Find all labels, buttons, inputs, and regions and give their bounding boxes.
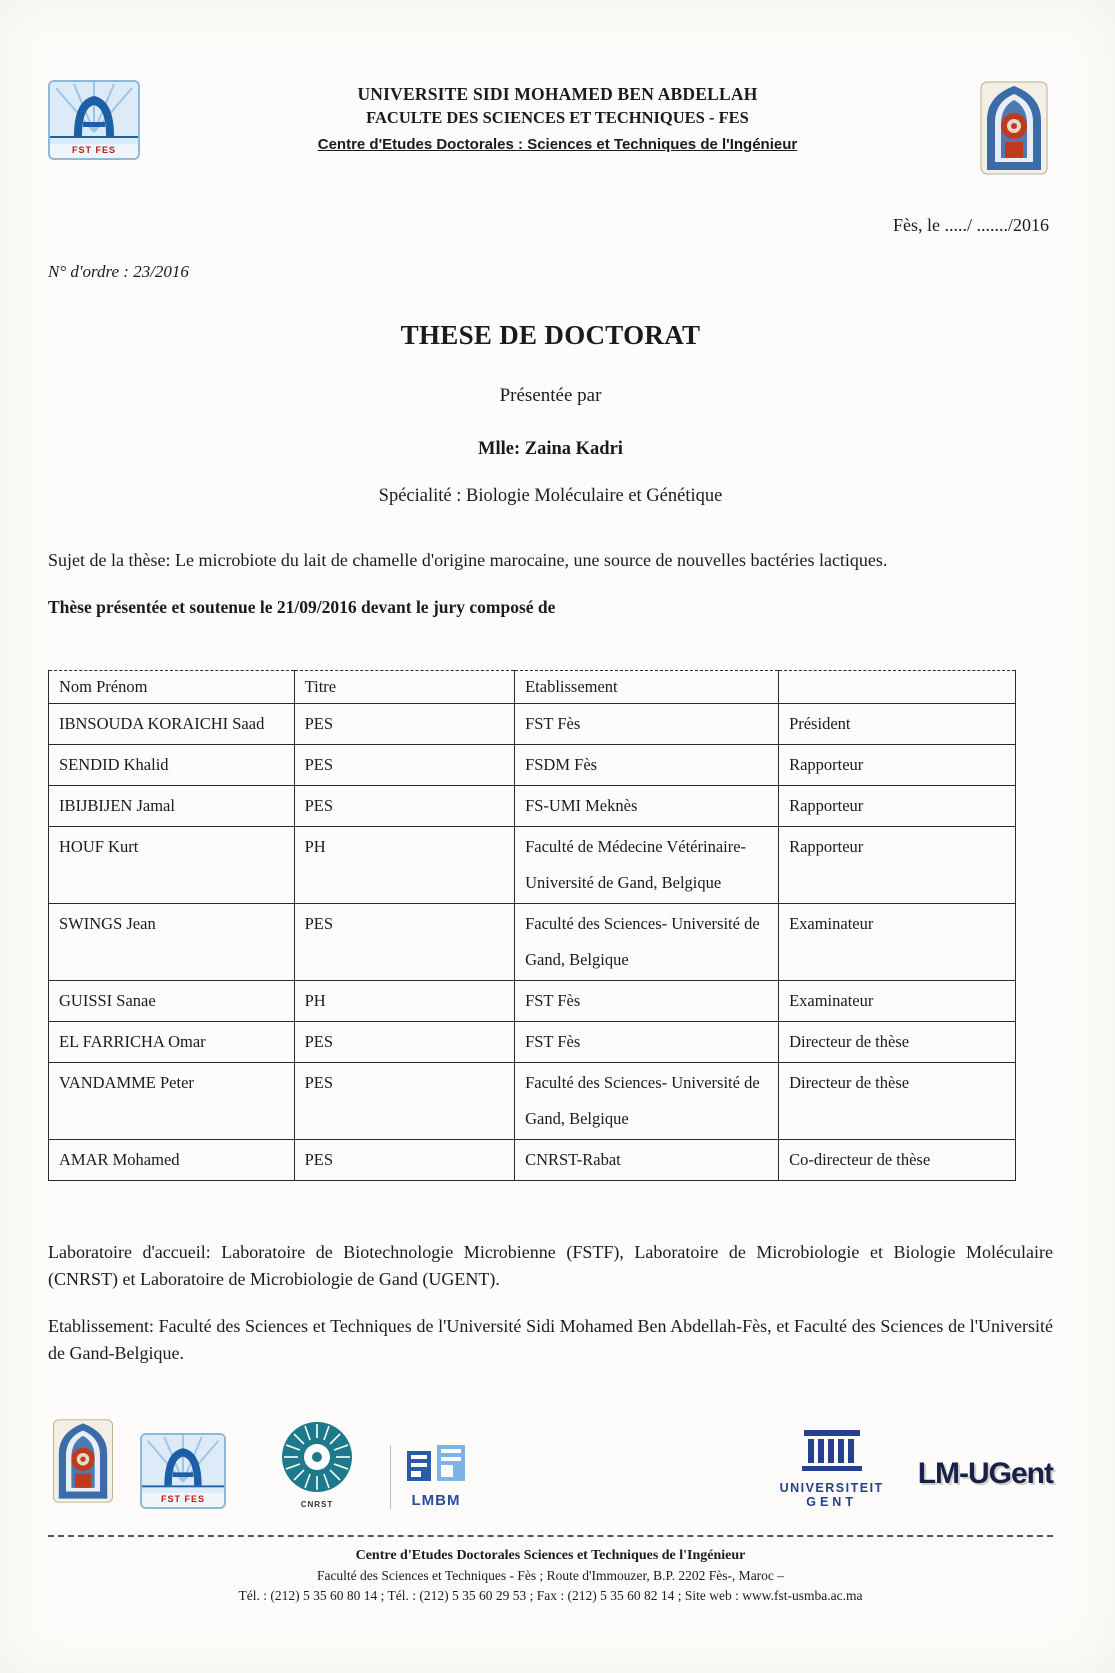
jury-cell-name: EL FARRICHA Omar [49,1022,295,1063]
jury-row [49,1063,1016,1140]
footer-contacts: Tél. : (212) 5 35 60 80 14 ; Tél. : (212) 5 35 60 29 53 ; Fax : (212) 5 35 60 82 14 ; Site web : www.fst-usmba.ac.ma [238,1588,863,1604]
footer-divider [48,1535,1053,1537]
jury-cell-title: PES [294,1140,514,1181]
fst-arch-icon [142,1435,224,1493]
jury-row [49,827,1016,904]
presented-by: Présentée par [499,385,602,406]
university-name: UNIVERSITE SIDI MOHAMED BEN ABDELLAH [357,84,758,104]
footer-logos [48,1413,1053,1509]
universiteit-gent-logo [780,1428,884,1509]
jury-cell-name: VANDAMME Peter [49,1063,295,1140]
lmbm-logo-label: LMBM [411,1492,461,1510]
candidate-name: Mlle: Zaina Kadri [478,439,623,459]
cnrst-logo [280,1420,354,1509]
gent-logo-label-line2: GENT [806,1495,857,1510]
jury-cell-role: Examinateur [779,904,1016,981]
fst-fes-logo [48,80,140,160]
jury-row [49,786,1016,827]
jury-row [49,904,1016,981]
jury-row [49,1022,1016,1063]
jury-cell-institution: Faculté des Sciences- Université de Gand, Belgique [515,904,779,981]
jury-cell-name: SWINGS Jean [49,904,295,981]
jury-header-role [779,671,1016,704]
jury-row [49,745,1016,786]
jury-row [49,704,1016,745]
jury-cell-institution: FST Fès [515,704,779,745]
jury-header-name: Nom Prénom [49,671,295,704]
jury-cell-name: GUISSI Sanae [49,981,295,1022]
jury-cell-role: Rapporteur [779,827,1016,904]
jury-cell-role: Rapporteur [779,786,1016,827]
jury-cell-title: PH [294,981,514,1022]
usmba-emblem-logo [975,80,1053,181]
host-laboratories: Laboratoire d'accueil: Laboratoire de Biotechnologie Microbienne (FSTF), Laboratoire de Microbiologie et Biologie Moléculaire (CNRST) et Laboratoire de Microbiologie de Gand (UGENT). [48,1242,1053,1290]
fst-logo-label: FST FES [160,1494,205,1505]
cnrst-logo-label: CNRST [300,1500,334,1510]
jury-cell-institution: FSDM Fès [515,745,779,786]
jury-cell-name: HOUF Kurt [49,827,295,904]
defense-line: Thèse présentée et soutenue le 21/09/2016 devant le jury composé de [48,597,556,618]
jury-cell-role: Directeur de thèse [779,1022,1016,1063]
jury-cell-name: IBNSOUDA KORAICHI Saad [49,704,295,745]
fst-arch-icon [50,82,138,144]
jury-cell-name: SENDID Khalid [49,745,295,786]
footer-text [48,1545,1053,1607]
lmbm-glyph-icon [405,1445,467,1490]
footer-address: Faculté des Sciences et Techniques - Fès ; Route d'Immouzer, B.P. 2202 Fès-, Maroc – [316,1568,785,1584]
jury-header-row [49,671,1016,704]
page-header [48,80,1053,181]
jury-header-title: Titre [294,671,514,704]
lm-ugent-logo-text: LM-UGent [917,1457,1053,1491]
jury-cell-title: PES [294,1063,514,1140]
header-titles [140,80,975,153]
date-line: Fès, le ...../ ......./2016 [893,215,1049,235]
jury-table-body [49,704,1016,1181]
jury-row [49,1140,1016,1181]
jury-cell-institution: Faculté des Sciences- Université de Gand, Belgique [515,1063,779,1140]
faculty-name: FACULTE DES SCIENCES ET TECHNIQUES - FES [366,108,749,127]
jury-cell-title: PES [294,904,514,981]
gent-building-icon [786,1428,878,1479]
jury-cell-title: PES [294,745,514,786]
usmba-emblem-icon [48,1418,118,1509]
jury-cell-role: Directeur de thèse [779,1063,1016,1140]
usmba-emblem-icon [975,163,1053,180]
jury-cell-institution: FST Fès [515,981,779,1022]
jury-cell-name: IBIJBIJEN Jamal [49,786,295,827]
usmba-emblem-logo-footer [48,1418,118,1509]
fst-fes-logo-footer [140,1433,226,1509]
footer-center-name: Centre d'Etudes Doctorales Sciences et Techniques de l'Ingénieur [355,1548,746,1564]
fst-logo-label: FST FES [71,145,116,155]
thesis-subject: Sujet de la thèse: Le microbiote du lait de chamelle d'origine marocaine, une source de nouvelles bactéries lactiques. [48,550,888,570]
jury-cell-institution: FS-UMI Meknès [515,786,779,827]
cnrst-starburst-icon [280,1420,354,1499]
jury-cell-title: PES [294,1022,514,1063]
gent-logo-label-line1: UNIVERSITEIT [779,1481,884,1496]
jury-cell-title: PH [294,827,514,904]
jury-cell-title: PES [294,704,514,745]
jury-cell-role: Rapporteur [779,745,1016,786]
order-number: N° d'ordre : 23/2016 [48,262,189,281]
jury-table [48,670,1016,1181]
jury-cell-title: PES [294,786,514,827]
lmbm-logo [390,1445,467,1509]
doctoral-center-name: Centre d'Etudes Doctorales : Sciences et Techniques de l'Ingénieur [317,136,798,153]
jury-cell-role: Président [779,704,1016,745]
jury-cell-role: Co-directeur de thèse [779,1140,1016,1181]
specialty: Spécialité : Biologie Moléculaire et Génétique [378,486,723,506]
thesis-title: THESE DE DOCTORAT [400,320,701,350]
jury-row [49,981,1016,1022]
jury-header-institution: Etablissement [515,671,779,704]
establishment: Etablissement: Faculté des Sciences et Techniques de l'Université Sidi Mohamed Ben Abdellah-Fès, et Faculté des Sciences de l'Université de Gand-Belgique. [48,1316,1053,1364]
lm-ugent-logo [918,1457,1053,1509]
jury-cell-institution: FST Fès [515,1022,779,1063]
jury-cell-name: AMAR Mohamed [49,1140,295,1181]
jury-cell-institution: CNRST-Rabat [515,1140,779,1181]
jury-cell-role: Examinateur [779,981,1016,1022]
jury-cell-institution: Faculté de Médecine Vétérinaire- Université de Gand, Belgique [515,827,779,904]
